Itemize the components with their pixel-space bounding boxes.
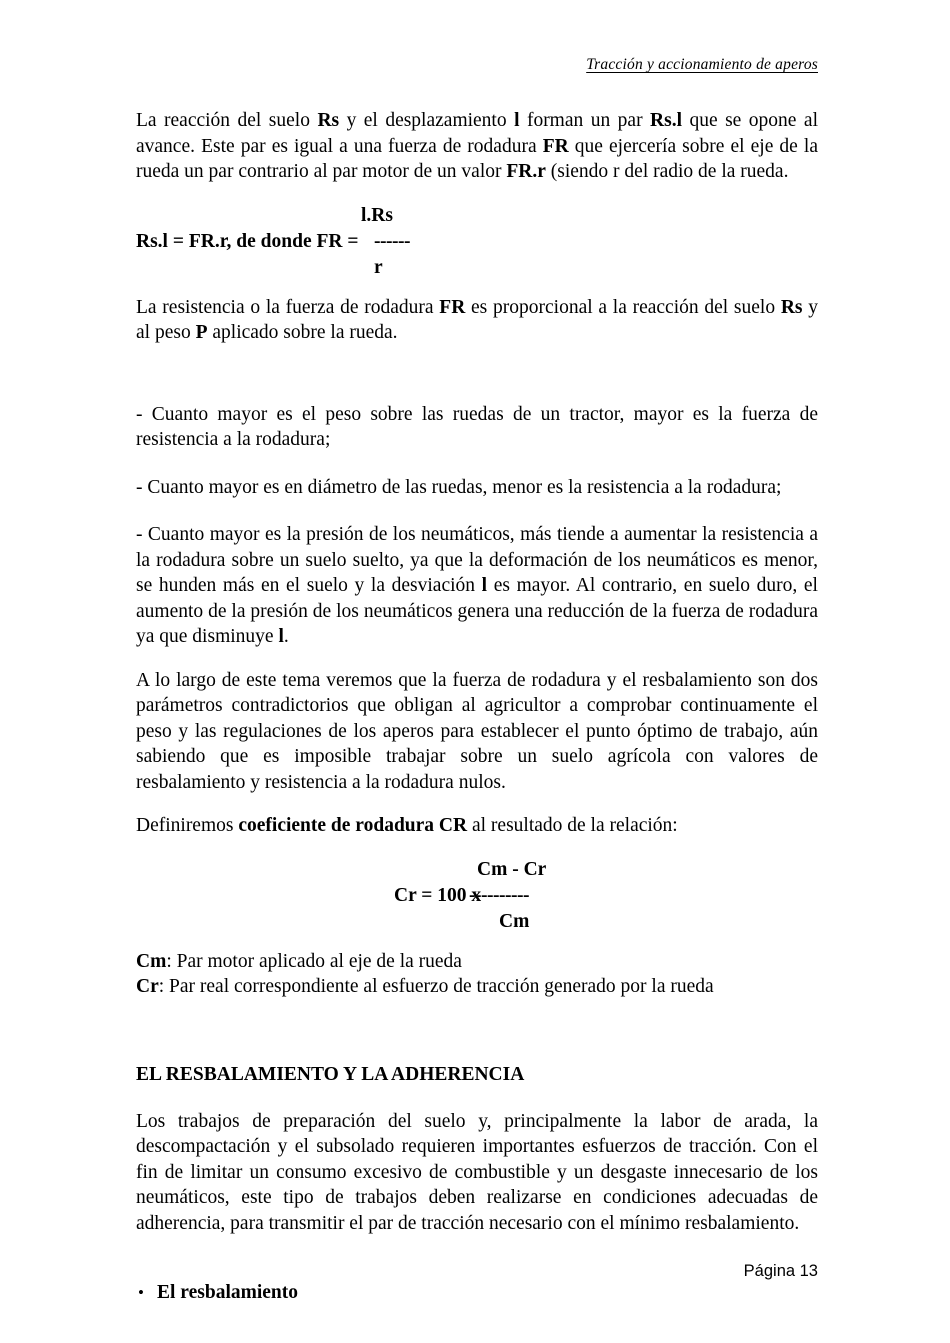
symbol-l: l	[514, 110, 520, 131]
bullet-dot-icon: •	[138, 1283, 144, 1302]
text-run: es mayor. Al contrario, en suelo duro, el aumento de la presión de los neumáticos genera una reducción de la fuerza de rodadura ya que disminuye	[136, 575, 818, 647]
symbol-l: l	[278, 626, 284, 647]
bullet-point-diametro: - Cuanto mayor es en diámetro de las ruedas, menor es la resistencia a la rodadura;	[136, 476, 782, 498]
paragraph-definiremos	[136, 813, 818, 839]
page-number: Página 13	[743, 1262, 818, 1280]
definition-cr	[136, 974, 818, 1000]
symbol-fr: FR	[439, 296, 466, 318]
definition-text: : Par real correspondiente al esfuerzo de tracción generado por la rueda	[158, 976, 714, 997]
formula-denominator: Cm	[499, 910, 530, 932]
symbol-p: P	[195, 322, 208, 343]
text-run: .	[283, 626, 289, 647]
paragraph-parametros: A lo largo de este tema veremos que la fuerza de rodadura y el resbalamiento son dos parámetros contradictorios que obligan al agricultor a comprobar continuamente el peso y las regulaciones de los aperos para establecer el punto óptimo de trabajo, aún sabiendo que es imposible trabajar sobre un suelo agrícola con valores de resbalamiento y resistencia a la rodadura nulos.	[136, 669, 818, 793]
text-run: que ejercería sobre el eje de la rueda un par contrario al par motor de un valor	[136, 135, 818, 182]
formula-numerator: l.Rs	[361, 204, 393, 226]
list-item-label: El resbalamiento	[157, 1282, 299, 1303]
definition-term: Cr	[136, 976, 159, 997]
spacer	[136, 795, 818, 813]
formula-numerator: Cm - Cr	[477, 858, 547, 880]
spacer	[136, 74, 818, 108]
paragraph-trabajos-preparacion: Los trabajos de preparación del suelo y, principalmente la labor de arada, la descompactación y el subsolado requieren importantes esfuerzos de tracción. Con el fin de limitar un consumo excesivo de combustible y un desgaste innecesario de los neumáticos, este tipo de trabajos deben realizarse en condiciones adecuadas de adherencia, para transmitir el par de tracción necesario con el mínimo resbalamiento.	[136, 1110, 818, 1234]
spacer	[136, 453, 818, 475]
list-item-resbalamiento	[136, 1280, 818, 1305]
text-run: - Cuanto mayor es la presión de los neumáticos, más tiende a aumentar la resistencia a la rodadura sobre un suelo suelto, ya que la deformación de los neumáticos es menor, se hunden más en el suelo y la desviación	[136, 524, 818, 596]
symbol-fr-r: FR.r	[506, 161, 546, 182]
formula-lhs: Rs.l = FR.r, de donde FR =	[136, 230, 364, 252]
text-run: aplicado sobre la rueda.	[207, 322, 398, 343]
formula-lhs: Cr = 100 x	[394, 884, 486, 906]
page-content	[136, 0, 818, 1305]
bullet-point-presion	[136, 522, 818, 650]
bullet-point-peso: - Cuanto mayor es el peso sobre las ruedas de un tractor, mayor es la fuerza de resistencia a la rodadura;	[136, 403, 818, 450]
definition-text: : Par motor aplicado al eje de la rueda	[166, 950, 462, 972]
spacer	[136, 1000, 818, 1062]
spacer	[136, 650, 818, 668]
paragraph-reaction-suelo	[136, 108, 818, 185]
formula-denominator: r	[374, 256, 383, 278]
text-run: es proporcional a la reacción del suelo	[465, 296, 781, 318]
text-run: y el desplazamiento	[339, 110, 515, 131]
symbol-rs: Rs	[780, 296, 803, 318]
symbol-rs-l: Rs.l	[650, 110, 683, 131]
symbol-fr: FR	[542, 135, 569, 157]
formula-fraction-bar: ----------	[469, 884, 529, 906]
term-coeficiente-rodadura: coeficiente de rodadura CR	[238, 815, 468, 836]
section-heading-resbalamiento: EL RESBALAMIENTO Y LA ADHERENCIA	[136, 1063, 525, 1085]
paragraph-resistencia	[136, 295, 818, 346]
definition-term: Cm	[136, 950, 167, 972]
definition-cm	[136, 949, 818, 975]
spacer	[136, 281, 818, 295]
page-footer	[136, 1262, 818, 1281]
spacer	[136, 935, 818, 949]
text-run: Definiremos	[136, 815, 239, 836]
running-header	[136, 0, 818, 74]
text-run: y al peso	[136, 296, 819, 343]
text-run: (siendo r del radio de la rueda.	[545, 161, 789, 182]
symbol-rs: Rs	[317, 110, 340, 131]
formula-fraction-bar: ------	[374, 230, 410, 252]
text-run: que se opone al avance. Este par es igual a una fuerza de rodadura	[136, 110, 818, 157]
spacer	[136, 1087, 818, 1109]
formula-rodadura	[136, 203, 818, 281]
spacer	[136, 839, 818, 857]
spacer	[136, 500, 818, 522]
text-run: forman un par	[519, 110, 651, 131]
formula-coeficiente-rodadura	[136, 857, 818, 935]
text-run: La resistencia o la fuerza de rodadura	[136, 296, 440, 318]
symbol-l: l	[481, 575, 488, 596]
running-header-text: Tracción y accionamiento de aperos	[586, 56, 818, 73]
text-run: al resultado de la relación:	[467, 815, 678, 836]
spacer	[136, 346, 818, 402]
text-run: La reacción del suelo	[136, 110, 318, 131]
spacer	[136, 185, 818, 203]
